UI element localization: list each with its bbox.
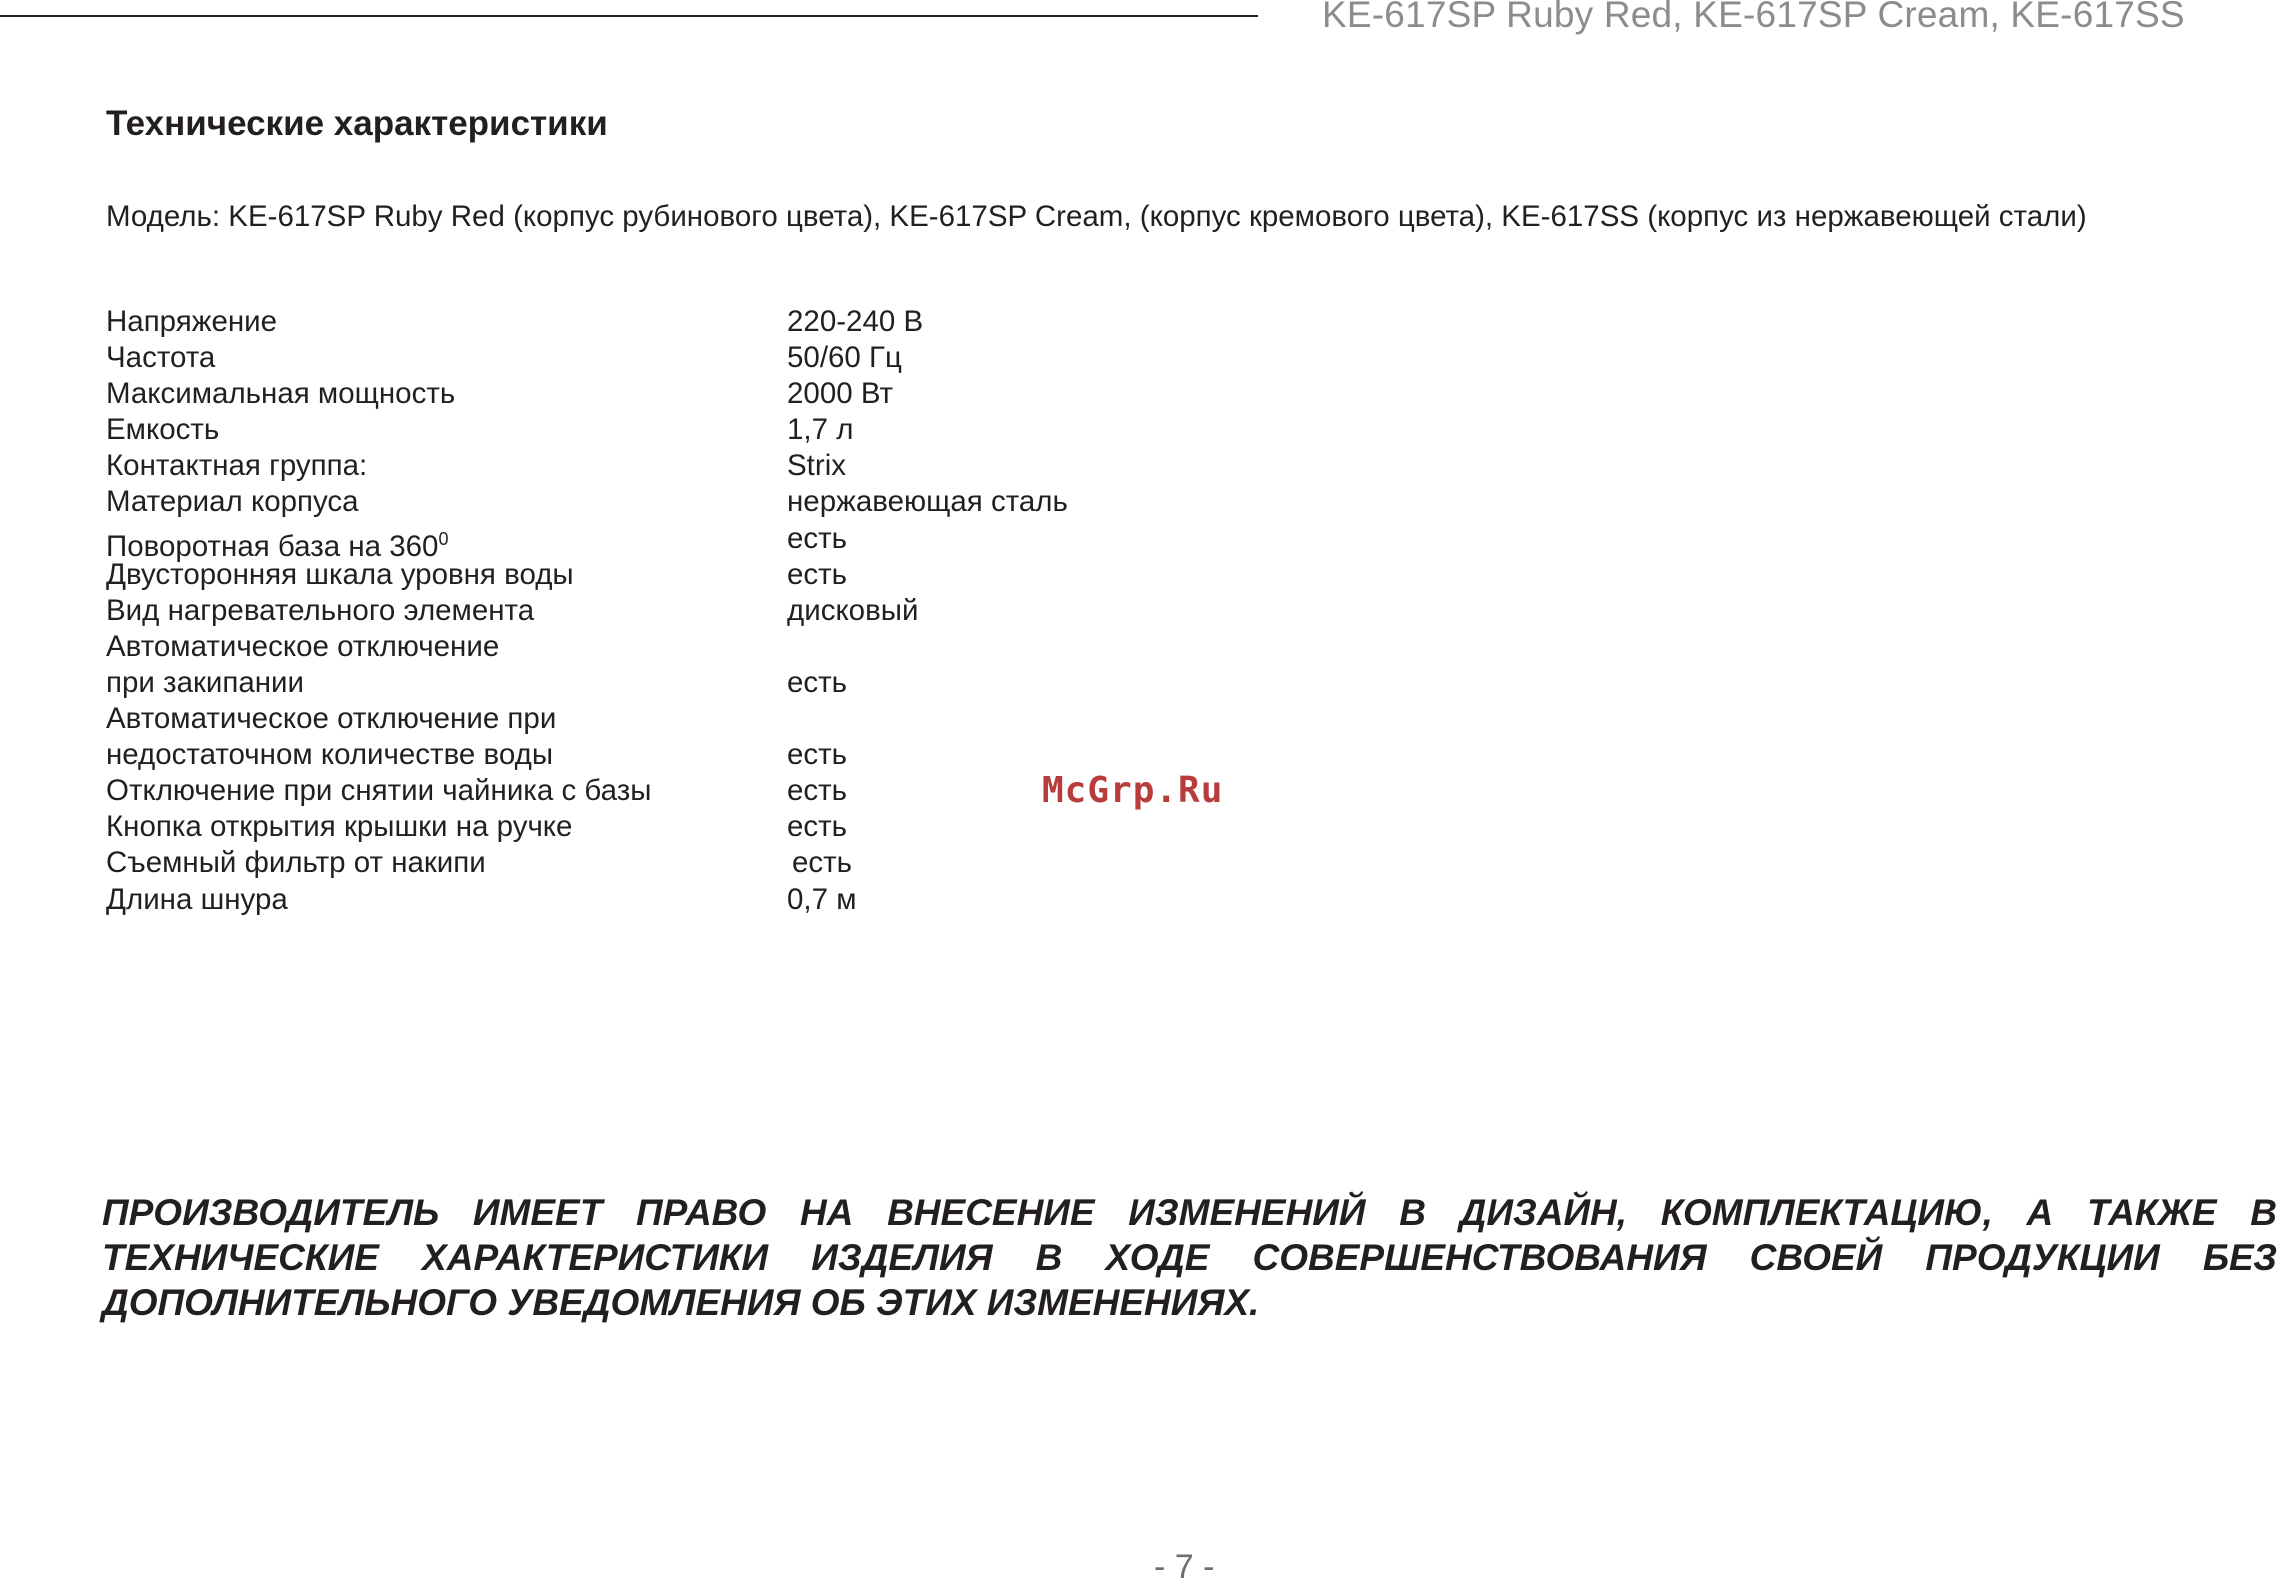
spec-label: Автоматическое отключение при закипании <box>106 629 500 699</box>
spec-value: 2000 Вт <box>787 377 894 411</box>
spec-row <box>106 412 1206 448</box>
spec-value: нержавеющая сталь <box>787 485 1068 519</box>
spec-row <box>106 557 1206 593</box>
header-models: KE-617SP Ruby Red, KE-617SP Cream, KE-617SS <box>1322 0 2185 35</box>
watermark-text: McGrp.Ru <box>1042 770 1224 811</box>
spec-value: 50/60 Гц <box>787 341 902 375</box>
spec-row <box>106 484 1206 520</box>
page-number: - 7 - <box>1154 1548 1215 1586</box>
spec-label: Контактная группа: <box>106 449 368 483</box>
model-line: Модель: KE-617SP Ruby Red (корпус рубинового цвета), KE-617SP Cream, (корпус кремового цвета), KE-617SS (корпус из нержавеющей стали) <box>106 200 2087 233</box>
spec-value: есть <box>787 665 848 699</box>
spec-row <box>106 304 1206 340</box>
spec-row <box>106 521 1206 563</box>
spec-row <box>106 593 1206 629</box>
spec-row <box>106 701 1206 773</box>
header-rule <box>0 15 1258 17</box>
spec-row <box>106 340 1206 376</box>
page-title: Технические характеристики <box>106 104 608 143</box>
spec-label: Длина шнура <box>106 882 288 916</box>
spec-value: есть <box>787 557 848 591</box>
spec-row <box>106 773 1206 809</box>
spec-row <box>106 629 1206 701</box>
spec-value: есть <box>787 738 848 772</box>
spec-label: Съемный фильтр от накипи <box>106 846 486 880</box>
spec-row <box>106 882 1206 918</box>
spec-label: Напряжение <box>106 305 278 338</box>
spec-value: 1,7 л <box>787 413 854 447</box>
spec-label: Двусторонняя шкала уровня воды <box>106 557 574 591</box>
spec-value: есть <box>792 846 853 880</box>
spec-label: Кнопка открытия крышки на ручке <box>106 810 573 844</box>
spec-value: 0,7 м <box>787 882 857 916</box>
spec-label: Материал корпуса <box>106 485 359 519</box>
spec-row <box>106 845 1206 881</box>
spec-value: есть <box>787 810 848 844</box>
spec-value: 220-240 В <box>787 305 924 338</box>
spec-table <box>106 304 1206 918</box>
spec-row <box>106 809 1206 845</box>
spec-label: Емкость <box>106 413 220 447</box>
spec-value: Strix <box>787 449 846 483</box>
spec-row <box>106 448 1206 484</box>
degree-superscript: 0 <box>438 528 449 549</box>
spec-label-text: Поворотная база на 360 <box>106 529 439 563</box>
spec-value: есть <box>787 521 848 555</box>
spec-label: Автоматическое отключение при недостаточном количестве воды <box>106 702 557 772</box>
spec-label: Максимальная мощность <box>106 377 456 411</box>
spec-label: Частота <box>106 341 216 375</box>
spec-label: Отключение при снятии чайника с базы <box>106 774 652 808</box>
spec-row <box>106 376 1206 412</box>
disclaimer-text: ПРОИЗВОДИТЕЛЬ ИМЕЕТ ПРАВО НА ВНЕСЕНИЕ ИЗМЕНЕНИЙ В ДИЗАЙН, КОМПЛЕКТАЦИЮ, А ТАКЖЕ В ТЕХНИЧЕСКИЕ ХАРАКТЕРИСТИКИ ИЗДЕЛИЯ В ХОДЕ СОВЕРШЕНСТВОВАНИЯ СВОЕЙ ПРОДУКЦИИ БЕЗ ДОПОЛНИТЕЛЬНОГО УВЕДОМЛЕНИЯ ОБ ЭТИХ ИЗМЕНЕНИЯХ. <box>102 1192 2277 1323</box>
spec-value: есть <box>787 774 848 808</box>
spec-value: дисковый <box>787 593 919 627</box>
spec-label: Вид нагревательного элемента <box>106 593 535 627</box>
